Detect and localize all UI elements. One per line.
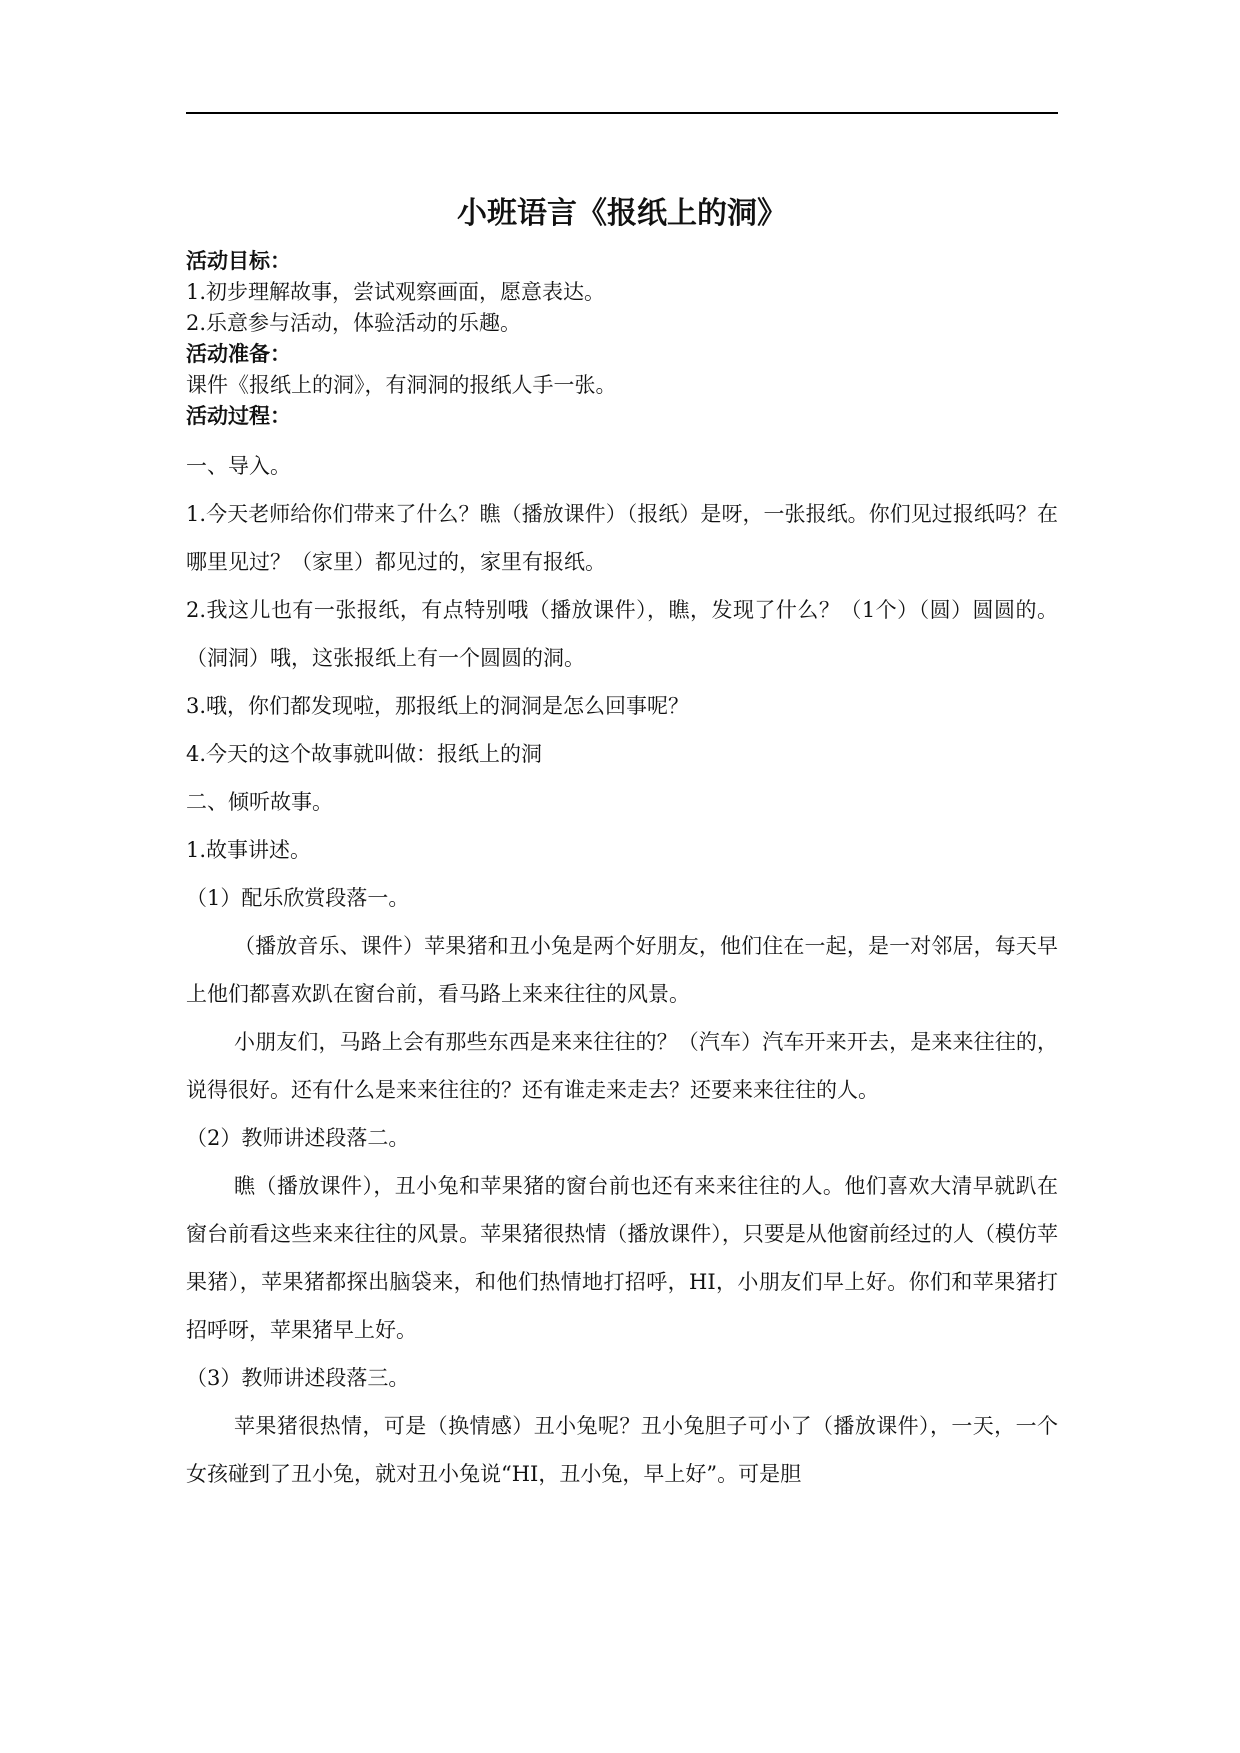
section-title: 二、倾听故事。 — [186, 790, 333, 814]
story-paragraph: 小朋友们，马路上会有那些东西是来来往往的？（汽车）汽车开来开去，是来来往往的，说得很好。还有什么是来来往往的？还有谁走来走去？还要来来往往的人。 — [186, 1030, 1058, 1102]
paragraph: 2.我这儿也有一张报纸，有点特别哦（播放课件），瞧，发现了什么？（1个）（圆）圆圆的。（洞洞）哦，这张报纸上有一个圆圆的洞。 — [186, 598, 1058, 670]
goals-heading: 活动目标： — [186, 249, 291, 273]
preparation-text: 课件《报纸上的洞》，有洞洞的报纸人手一张。 — [186, 373, 617, 397]
story-paragraph: 瞧（播放课件），丑小兔和苹果猪的窗台前也还有来来往往的人。他们喜欢大清早就趴在窗台前看这些来来往往的风景。苹果猪很热情（播放课件），只要是从他窗前经过的人（模仿苹果猪），苹果猪都探出脑袋来，和他们热情地打招呼，HI，小朋友们早上好。你们和苹果猪打招呼呀，苹果猪早上好。 — [186, 1174, 1058, 1342]
document-title: 小班语言《报纸上的洞》 — [457, 196, 787, 231]
paragraph: 1.今天老师给你们带来了什么？瞧（播放课件）（报纸）是呀，一张报纸。你们见过报纸吗？在哪里见过？（家里）都见过的，家里有报纸。 — [186, 502, 1058, 574]
part-title: （1）配乐欣赏段落一。 — [186, 886, 410, 910]
subsection-title: 1.故事讲述。 — [186, 838, 312, 862]
preparation-heading: 活动准备： — [186, 342, 291, 366]
section-title: 一、导入。 — [186, 454, 291, 478]
process-heading: 活动过程： — [186, 404, 291, 428]
paragraph: 4.今天的这个故事就叫做：报纸上的洞 — [186, 742, 543, 766]
story-paragraph: （播放音乐、课件）苹果猪和丑小兔是两个好朋友，他们住在一起，是一对邻居，每天早上他们都喜欢趴在窗台前，看马路上来来往往的风景。 — [186, 934, 1058, 1006]
story-paragraph: 苹果猪很热情，可是（换情感）丑小兔呢？丑小兔胆子可小了（播放课件），一天，一个女孩碰到了丑小兔，就对丑小兔说“HI，丑小兔，早上好”。可是胆 — [186, 1414, 1058, 1486]
goal-item: 1.初步理解故事，尝试观察画面，愿意表达。 — [186, 280, 606, 304]
part-title: （3）教师讲述段落三。 — [186, 1366, 410, 1390]
header-rule — [186, 112, 1058, 114]
goal-item: 2.乐意参与活动，体验活动的乐趣。 — [186, 311, 522, 335]
paragraph: 3.哦，你们都发现啦，那报纸上的洞洞是怎么回事呢？ — [186, 694, 690, 718]
part-title: （2）教师讲述段落二。 — [186, 1126, 410, 1150]
document-body — [186, 246, 1058, 1498]
